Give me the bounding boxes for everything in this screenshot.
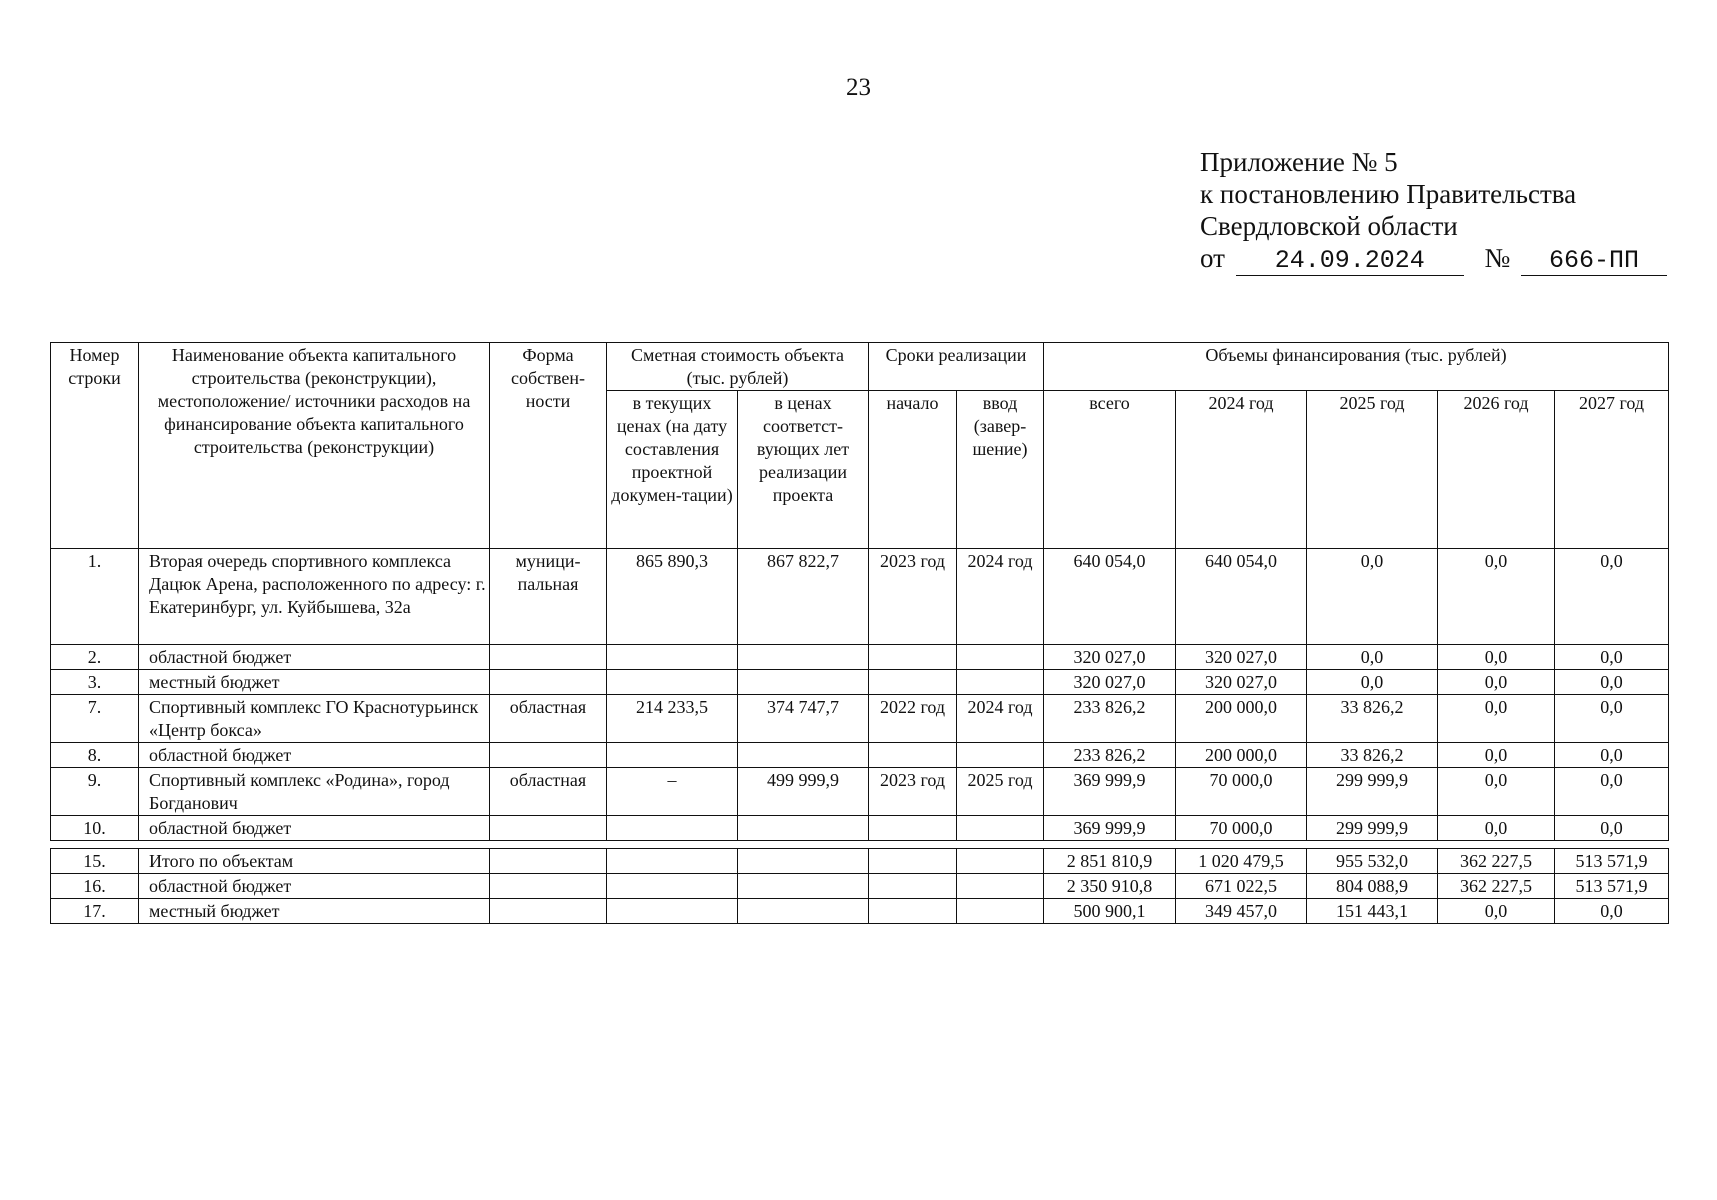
ownership: областная <box>490 695 607 743</box>
value-2025: 804 088,9 <box>1307 874 1438 899</box>
total-value: 369 999,9 <box>1044 768 1176 816</box>
total-value: 500 900,1 <box>1044 899 1176 924</box>
row-number: 8. <box>51 743 139 768</box>
ownership <box>490 874 607 899</box>
table-row <box>51 645 1669 670</box>
value-2024: 200 000,0 <box>1176 743 1307 768</box>
ownership: областная <box>490 768 607 816</box>
value-2024: 70 000,0 <box>1176 816 1307 841</box>
object-name: областной бюджет <box>139 743 490 768</box>
start-year <box>869 670 957 695</box>
object-name: областной бюджет <box>139 874 490 899</box>
cost-current <box>607 899 738 924</box>
value-2027: 0,0 <box>1555 768 1669 816</box>
header-2026: 2026 год <box>1438 391 1555 549</box>
financing-table-part2 <box>50 694 1669 841</box>
value-2024: 320 027,0 <box>1176 645 1307 670</box>
resolution-number: 666-ПП <box>1521 247 1667 276</box>
row-number: 2. <box>51 645 139 670</box>
total-value: 320 027,0 <box>1044 645 1176 670</box>
header-start: начало <box>869 391 957 549</box>
object-name: Вторая очередь спортивного комплекса Дацюк Арена, расположенного по адресу: г. Екатеринбург, ул. Куйбышева, 32а <box>139 549 490 645</box>
ownership: муници-пальная <box>490 549 607 645</box>
start-year: 2022 год <box>869 695 957 743</box>
header-2025: 2025 год <box>1307 391 1438 549</box>
value-2027: 0,0 <box>1555 899 1669 924</box>
value-2025: 955 532,0 <box>1307 849 1438 874</box>
value-2026: 0,0 <box>1438 743 1555 768</box>
start-year <box>869 645 957 670</box>
start-year <box>869 899 957 924</box>
row-number: 17. <box>51 899 139 924</box>
start-year <box>869 816 957 841</box>
value-2026: 0,0 <box>1438 816 1555 841</box>
financing-table-totals <box>50 848 1669 924</box>
value-2026: 0,0 <box>1438 549 1555 645</box>
object-name: местный бюджет <box>139 670 490 695</box>
table-row <box>51 670 1669 695</box>
value-2027: 0,0 <box>1555 816 1669 841</box>
cost-years: 374 747,7 <box>738 695 869 743</box>
value-2025: 299 999,9 <box>1307 816 1438 841</box>
value-2024: 320 027,0 <box>1176 670 1307 695</box>
cost-current <box>607 645 738 670</box>
header-cost-current: в текущих ценах (на дату составления проектной докумен-тации) <box>607 391 738 549</box>
start-year: 2023 год <box>869 768 957 816</box>
cost-current <box>607 816 738 841</box>
row-number: 9. <box>51 768 139 816</box>
cost-current <box>607 670 738 695</box>
row-number: 16. <box>51 874 139 899</box>
value-2025: 33 826,2 <box>1307 695 1438 743</box>
table-row <box>51 816 1669 841</box>
end-year <box>957 670 1044 695</box>
total-value: 2 350 910,8 <box>1044 874 1176 899</box>
cost-years <box>738 899 869 924</box>
from-label: от <box>1200 243 1225 273</box>
header-financing: Объемы финансирования (тыс. рублей) <box>1044 343 1669 391</box>
cost-years <box>738 743 869 768</box>
cost-current: – <box>607 768 738 816</box>
header-row-number: Номер строки <box>51 343 139 549</box>
table-row <box>51 549 1669 645</box>
value-2027: 513 571,9 <box>1555 874 1669 899</box>
header-2027: 2027 год <box>1555 391 1669 549</box>
object-name: областной бюджет <box>139 816 490 841</box>
value-2024: 671 022,5 <box>1176 874 1307 899</box>
end-year <box>957 899 1044 924</box>
start-year: 2023 год <box>869 549 957 645</box>
cost-years <box>738 816 869 841</box>
end-year <box>957 743 1044 768</box>
value-2024: 70 000,0 <box>1176 768 1307 816</box>
cost-current <box>607 743 738 768</box>
start-year <box>869 849 957 874</box>
value-2025: 299 999,9 <box>1307 768 1438 816</box>
value-2026: 0,0 <box>1438 695 1555 743</box>
number-label: № <box>1484 243 1511 273</box>
value-2027: 0,0 <box>1555 670 1669 695</box>
appendix-date-line <box>1200 242 1667 276</box>
object-name: Спортивный комплекс ГО Краснотурьинск «Центр бокса» <box>139 695 490 743</box>
header-end: ввод (завер-шение) <box>957 391 1044 549</box>
row-number: 10. <box>51 816 139 841</box>
end-year <box>957 816 1044 841</box>
appendix-title: Приложение № 5 <box>1200 147 1398 177</box>
header-2024: 2024 год <box>1176 391 1307 549</box>
total-value: 640 054,0 <box>1044 549 1176 645</box>
cost-years <box>738 874 869 899</box>
value-2024: 349 457,0 <box>1176 899 1307 924</box>
value-2027: 0,0 <box>1555 743 1669 768</box>
value-2026: 0,0 <box>1438 670 1555 695</box>
ownership <box>490 645 607 670</box>
cost-current: 214 233,5 <box>607 695 738 743</box>
row-number: 3. <box>51 670 139 695</box>
header-cost-years: в ценах соответст-вующих лет реализации проекта <box>738 391 869 549</box>
end-year <box>957 645 1044 670</box>
ownership <box>490 670 607 695</box>
page-number: 23 <box>846 74 871 101</box>
value-2024: 1 020 479,5 <box>1176 849 1307 874</box>
table-row <box>51 743 1669 768</box>
total-value: 369 999,9 <box>1044 816 1176 841</box>
end-year: 2024 год <box>957 695 1044 743</box>
value-2027: 0,0 <box>1555 549 1669 645</box>
value-2026: 0,0 <box>1438 645 1555 670</box>
value-2027: 0,0 <box>1555 695 1669 743</box>
appendix-resolution: к постановлению Правительства <box>1200 179 1577 209</box>
header-timeline: Сроки реализации <box>869 343 1044 391</box>
header-ownership: Форма собствен-ности <box>490 343 607 549</box>
header-object-name: Наименование объекта капитального строительства (реконструкции), местоположение/ источники расходов на финансирование объекта капитального строительства (реконструкции) <box>139 343 490 549</box>
end-year <box>957 849 1044 874</box>
ownership <box>490 849 607 874</box>
cost-years: 499 999,9 <box>738 768 869 816</box>
value-2025: 151 443,1 <box>1307 899 1438 924</box>
end-year: 2025 год <box>957 768 1044 816</box>
value-2026: 362 227,5 <box>1438 874 1555 899</box>
cost-current <box>607 849 738 874</box>
object-name: местный бюджет <box>139 899 490 924</box>
table-row <box>51 695 1669 743</box>
table-row <box>51 849 1669 874</box>
object-name: областной бюджет <box>139 645 490 670</box>
row-number: 15. <box>51 849 139 874</box>
ownership <box>490 816 607 841</box>
end-year: 2024 год <box>957 549 1044 645</box>
appendix-block <box>1200 146 1667 276</box>
cost-years <box>738 645 869 670</box>
start-year <box>869 874 957 899</box>
cost-years <box>738 670 869 695</box>
value-2024: 640 054,0 <box>1176 549 1307 645</box>
value-2025: 33 826,2 <box>1307 743 1438 768</box>
value-2026: 362 227,5 <box>1438 849 1555 874</box>
appendix-region: Свердловской области <box>1200 211 1458 241</box>
row-number: 1. <box>51 549 139 645</box>
value-2026: 0,0 <box>1438 768 1555 816</box>
ownership <box>490 743 607 768</box>
cost-current <box>607 874 738 899</box>
header-estimated-cost: Сметная стоимость объекта (тыс. рублей) <box>607 343 869 391</box>
table-row <box>51 899 1669 924</box>
value-2025: 0,0 <box>1307 670 1438 695</box>
value-2025: 0,0 <box>1307 645 1438 670</box>
total-value: 2 851 810,9 <box>1044 849 1176 874</box>
value-2024: 200 000,0 <box>1176 695 1307 743</box>
cost-years: 867 822,7 <box>738 549 869 645</box>
financing-table-part1 <box>50 342 1669 695</box>
total-value: 233 826,2 <box>1044 695 1176 743</box>
ownership <box>490 899 607 924</box>
end-year <box>957 874 1044 899</box>
total-value: 320 027,0 <box>1044 670 1176 695</box>
total-value: 233 826,2 <box>1044 743 1176 768</box>
start-year <box>869 743 957 768</box>
value-2027: 513 571,9 <box>1555 849 1669 874</box>
resolution-date: 24.09.2024 <box>1236 247 1464 276</box>
table-row <box>51 768 1669 816</box>
object-name: Итого по объектам <box>139 849 490 874</box>
row-number: 7. <box>51 695 139 743</box>
value-2025: 0,0 <box>1307 549 1438 645</box>
cost-current: 865 890,3 <box>607 549 738 645</box>
value-2027: 0,0 <box>1555 645 1669 670</box>
cost-years <box>738 849 869 874</box>
table-row <box>51 874 1669 899</box>
header-total: всего <box>1044 391 1176 549</box>
object-name: Спортивный комплекс «Родина», город Богданович <box>139 768 490 816</box>
value-2026: 0,0 <box>1438 899 1555 924</box>
